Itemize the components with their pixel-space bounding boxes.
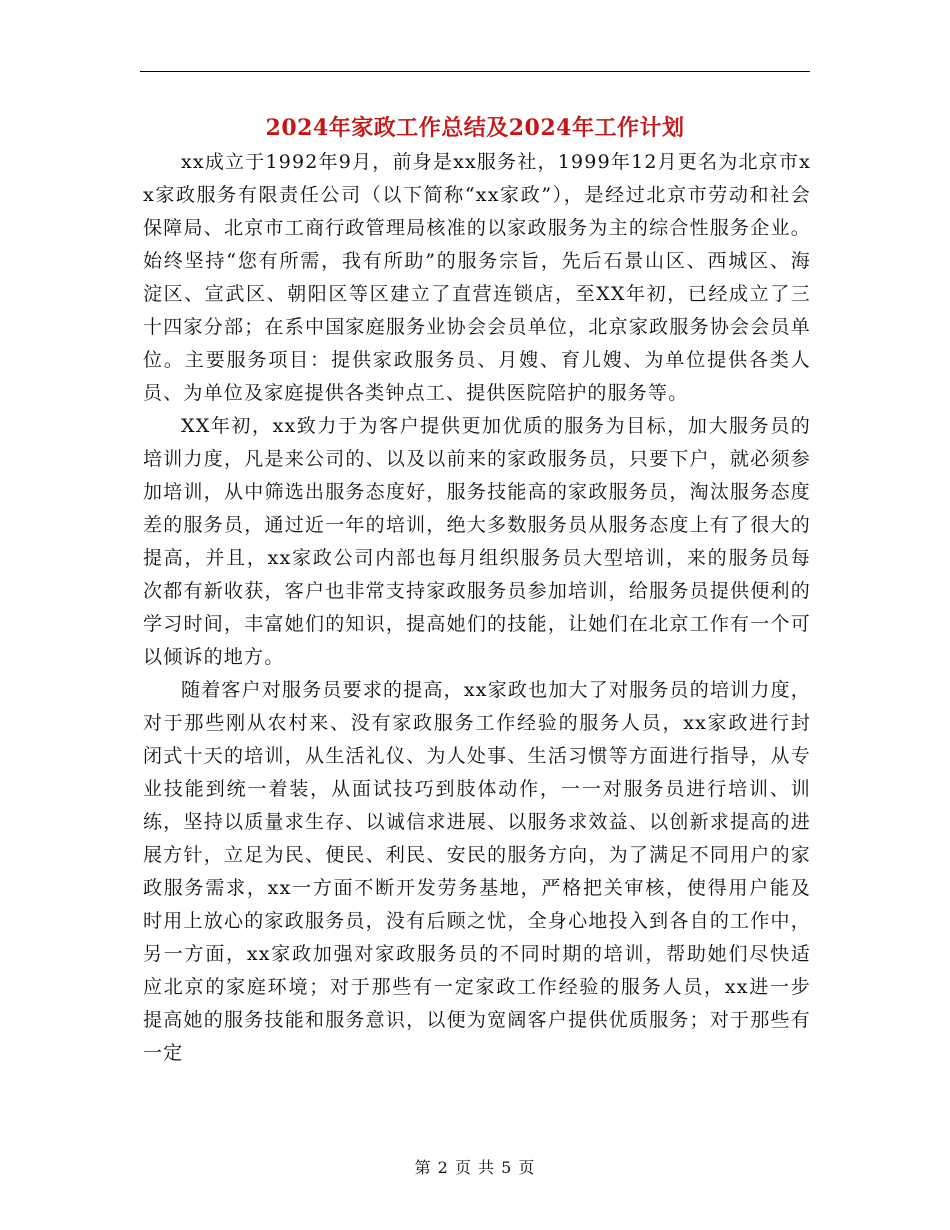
header-rule <box>140 71 810 72</box>
document-body <box>143 146 811 1070</box>
body-paragraph: 随着客户对服务员要求的提高，xx家政也加大了对服务员的培训力度，对于那些刚从农村来、没有家政服务工作经验的服务人员，xx家政进行封闭式十天的培训，从生活礼仪、为人处事、生活习惯等方面进行指导，从专业技能到统一着装，从面试技巧到肢体动作，一一对服务员进行培训、训练，坚持以质量求生存、以诚信求进展、以服务求效益、以创新求提高的进展方针，立足为民、便民、利民、安民的服务方向，为了满足不同用户的家政服务需求，xx一方面不断开发劳务基地，严格把关审核，使得用户能及时用上放心的家政服务员，没有后顾之忧，全身心地投入到各自的工作中，另一方面，xx家政加强对家政服务员的不同时期的培训，帮助她们尽快适应北京的家庭环境；对于那些有一定家政工作经验的服务人员，xx进一步提高她的服务技能和服务意识，以便为宽阔客户提供优质服务；对于那些有一定 <box>143 679 811 1064</box>
page-title: 2024年家政工作总结及2024年工作计划 <box>265 115 685 141</box>
body-paragraph: xx成立于1992年9月，前身是xx服务社，1999年12月更名为北京市xx家政服务有限责任公司（以下简称“xx家政”），是经过北京市劳动和社会保障局、北京市工商行政管理局核准的以家政服务为主的综合性服务企业。始终坚持“您有所需，我有所助”的服务宗旨，先后石景山区、西城区、海淀区、宣武区、朝阳区等区建立了直营连锁店，至XX年初，已经成立了三十四家分部；在系中国家庭服务业协会会员单位，北京家政服务协会会员单位。主要服务项目：提供家政服务员、月嫂、育儿嫂、为单位提供各类人员、为单位及家庭提供各类钟点工、提供医院陪护的服务等。 <box>143 151 811 404</box>
body-paragraph: XX年初，xx致力于为客户提供更加优质的服务为目标，加大服务员的培训力度，凡是来公司的、以及以前来的家政服务员，只要下户，就必须参加培训，从中筛选出服务态度好，服务技能高的家政服务员，淘汰服务态度差的服务员，通过近一年的培训，绝大多数服务员从服务态度上有了很大的提高，并且，xx家政公司内部也每月组织服务员大型培训，来的服务员每次都有新收获，客户也非常支持家政服务员参加培训，给服务员提供便利的学习时间，丰富她们的知识，提高她们的技能，让她们在北京工作有一个可以倾诉的地方。 <box>143 415 811 668</box>
page-footer: 第 2 页 共 5 页 <box>414 1158 536 1177</box>
